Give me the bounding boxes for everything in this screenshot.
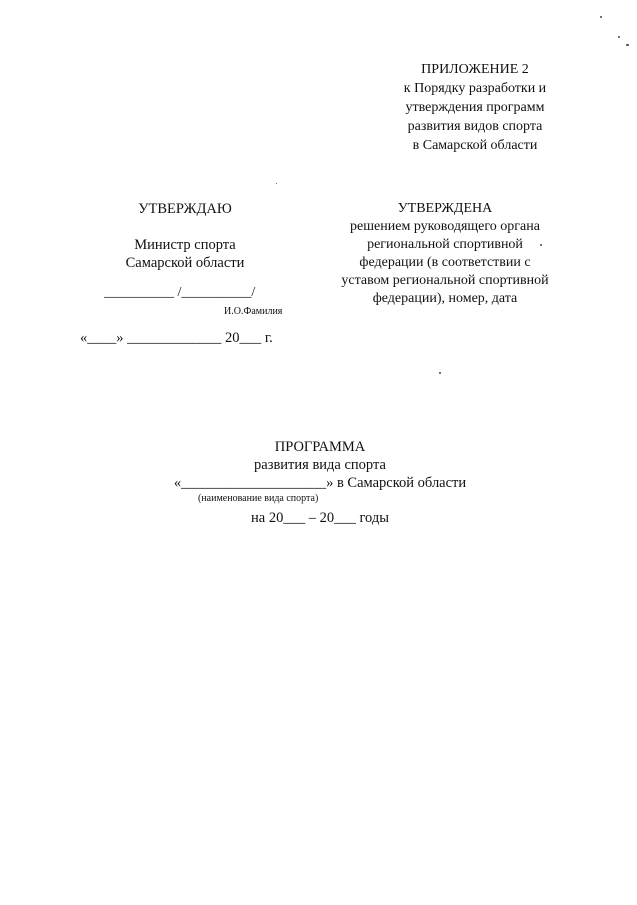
appendix-line: утверждения программ	[405, 100, 545, 115]
approve-left-block	[80, 200, 290, 272]
scan-speck	[618, 36, 620, 38]
approved-line: уставом региональной спортивной	[341, 273, 549, 288]
program-title-block	[150, 438, 490, 492]
scan-speck	[276, 183, 277, 184]
scan-speck	[540, 244, 542, 246]
approved-line: федерации (в соответствии с	[359, 255, 531, 270]
signature-line: __________ /__________/	[104, 285, 256, 300]
sport-name-caption: (наименование вида спорта)	[198, 493, 319, 504]
appendix-line: развития видов спорта	[407, 119, 543, 134]
fio-caption: И.О.Фамилия	[224, 306, 283, 317]
program-title: ПРОГРАММА	[274, 439, 366, 455]
scan-speck	[626, 44, 629, 46]
approver-region: Самарской области	[125, 255, 245, 271]
appendix-header	[360, 60, 590, 155]
program-years-line: на 20___ – 20___ годы	[251, 510, 389, 526]
approver-position: Министр спорта	[134, 237, 236, 253]
approve-heading: УТВЕРЖДАЮ	[138, 201, 232, 217]
appendix-title: ПРИЛОЖЕНИЕ 2	[421, 62, 529, 77]
approved-line: решением руководящего органа	[350, 219, 540, 234]
approved-heading: УТВЕРЖДЕНА	[397, 201, 493, 216]
scan-speck	[439, 372, 441, 374]
approval-date-line: «____» _____________ 20___ г.	[80, 330, 273, 346]
appendix-line: к Порядку разработки и	[403, 81, 547, 96]
approve-right-block	[330, 200, 560, 308]
scan-speck	[600, 16, 602, 18]
approved-line: федерации), номер, дата	[372, 291, 518, 306]
appendix-line: в Самарской области	[412, 138, 538, 153]
program-subtitle: развития вида спорта	[254, 457, 386, 473]
approved-line: региональной спортивной	[367, 237, 523, 252]
sport-name-line: «____________________» в Самарской области	[173, 475, 467, 491]
